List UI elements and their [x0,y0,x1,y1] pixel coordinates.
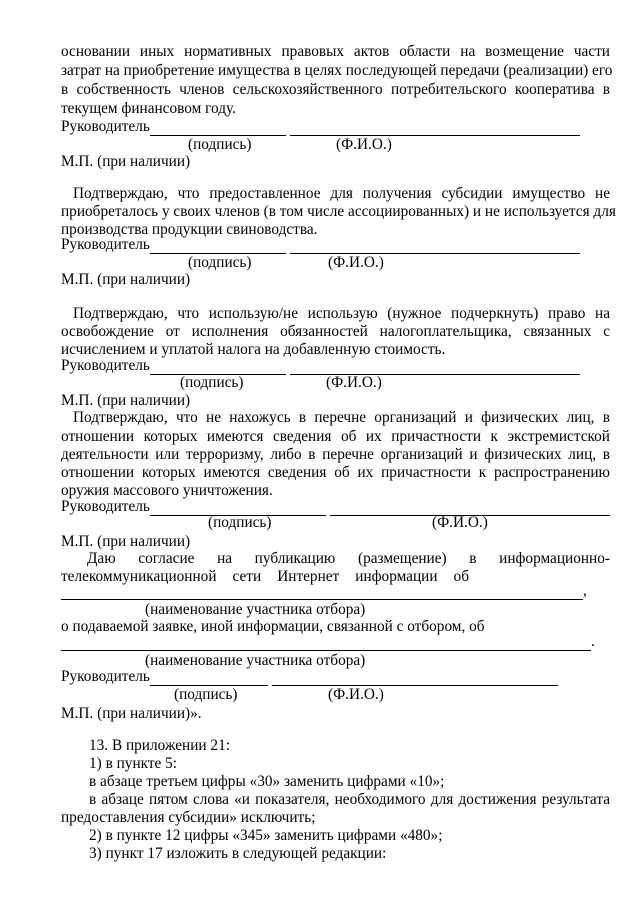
paragraph-line: освобождение от исполнения обязанностей налогоплательщика, связанных с [61,323,610,340]
head-label: Руководитель [61,357,150,374]
participant-caption: (наименование участника отбора) [145,652,366,669]
fio-caption: (Ф.И.О.) [326,374,382,391]
paragraph-line: Даю согласие на публикацию (размещение) в информационно- [87,550,610,567]
paragraph-line: отношении которых имеются сведения об их причастности к распространению [61,464,610,481]
stamp-label: М.П. (при наличии) [61,271,191,288]
paragraph-line: отношении которых имеются сведения об их причастности к экстремистской [61,428,610,445]
paragraph-line: о подаваемой заявке, иной информации, связанной с отбором, об [61,618,485,635]
signature-caption: (подпись) [188,254,252,271]
stamp-label: М.П. (при наличии) [61,392,191,409]
paragraph-line: Подтверждаю, что использую/не использую (нужное подчеркнуть) право на [73,305,610,322]
fio-caption: (Ф.И.О.) [432,514,488,531]
participant-caption: (наименование участника отбора) [145,601,366,618]
amendment-heading: 13. В приложении 21: [89,737,230,754]
signature-row [61,498,610,516]
signature-line [150,360,286,375]
signature-row [61,118,610,136]
amendment-line: в абзаце третьем цифры «30» заменить цифрами «10»; [89,773,445,790]
participant-line [61,636,591,651]
amendment-line: 2) в пункте 12 цифры «345» заменить цифрами «480»; [89,827,443,844]
head-label: Руководитель [61,236,150,253]
signature-row [61,668,610,686]
paragraph-line: затрат на приобретение имущества в целях последующей передачи (реализации) его [61,62,613,79]
paragraph-line: Подтверждаю, что не нахожусь в перечне организаций и физических лиц, в [73,409,610,426]
paragraph-line: исчислением и уплатой налога на добавленную стоимость. [61,341,446,358]
head-label: Руководитель [61,668,150,685]
fill-row: , [61,582,610,600]
participant-line [61,585,583,600]
fio-caption: (Ф.И.О.) [336,136,392,153]
paragraph-line: телекоммуникационной сети Интернет информации об [61,568,469,585]
signature-row [61,357,610,375]
amendment-line: 3) пункт 17 изложить в следующей редакции: [89,845,387,862]
signature-caption: (подпись) [180,374,244,391]
stamp-label: М.П. (при наличии)». [61,705,202,722]
signature-caption: (подпись) [208,514,272,531]
paragraph-line: производства продукции свиноводства. [61,221,318,238]
paragraph-line: в собственность членов сельскохозяйственного потребительского кооператива в [61,81,610,98]
signature-line [150,671,268,686]
fio-line [290,360,580,375]
paragraph-line: основании иных нормативных правовых актов области на возмещение части [61,43,610,60]
paragraph-line: Подтверждаю, что предоставленное для получения субсидии имущество не [73,185,610,202]
amendment-line: 1) в пункте 5: [89,755,178,772]
signature-row [61,236,610,254]
signature-line [150,239,286,254]
stamp-label: М.П. (при наличии) [61,533,191,550]
paragraph-line: приобреталось у своих членов (в том числе ассоциированных) и не используется для [61,203,616,220]
fio-line [272,671,498,686]
stamp-label: М.П. (при наличии) [61,153,191,170]
head-label: Руководитель [61,498,150,515]
fio-line [290,121,580,136]
signature-caption: (подпись) [174,686,238,703]
fio-caption: (Ф.И.О.) [328,254,384,271]
amendment-line: в абзаце пятом слова «и показателя, необходимого для достижения результата [89,791,610,808]
paragraph-line: оружия массового уничтожения. [61,482,273,499]
paragraph-line: деятельности или терроризму, либо в перечне организаций и физических лиц, в [61,446,610,463]
signature-line [150,121,286,136]
fill-row: . [61,633,610,651]
fio-caption: (Ф.И.О.) [328,686,384,703]
head-label: Руководитель [61,118,150,135]
fio-line [290,239,580,254]
amendment-line: предоставления субсидии» исключить; [61,809,316,826]
paragraph-line: текущем финансовом году. [61,100,236,117]
signature-caption: (подпись) [188,136,252,153]
